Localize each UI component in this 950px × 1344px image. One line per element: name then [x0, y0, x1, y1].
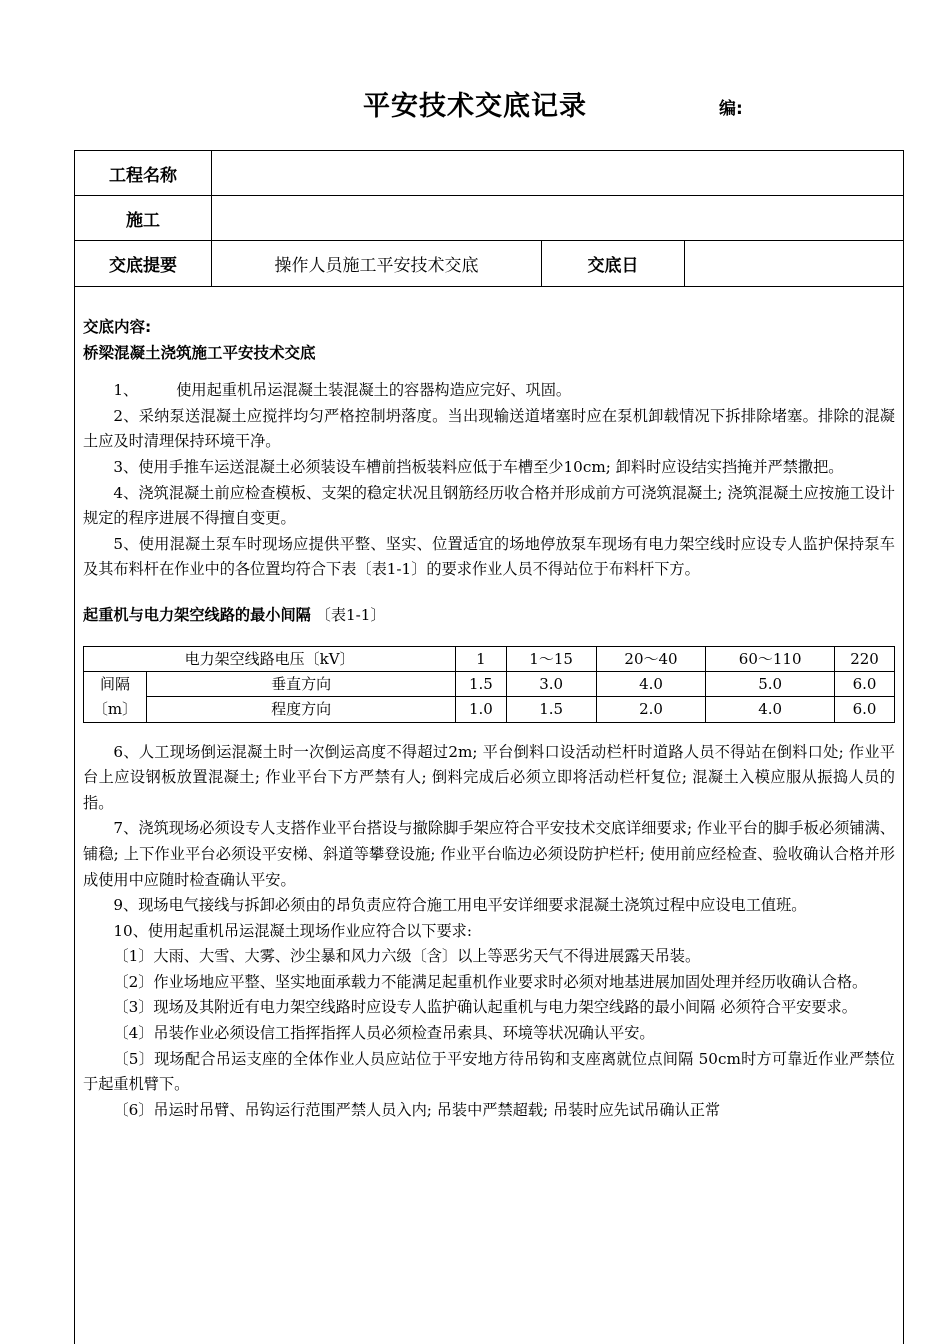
row-construction — [75, 196, 903, 241]
voltage-cell: 1 — [456, 646, 506, 671]
horizontal-cell: 6.0 — [835, 697, 895, 723]
vertical-label: 垂直方向 — [147, 671, 456, 697]
vertical-cell: 5.0 — [706, 671, 835, 697]
construction-value[interactable] — [212, 196, 903, 240]
min-distance-table — [83, 646, 895, 723]
vertical-cell: 3.0 — [506, 671, 596, 697]
table-caption-title: 起重机与电力架空线路的最小间隔 — [83, 605, 311, 624]
summary-value: 操作人员施工平安技术交底 — [212, 241, 542, 286]
gap-label-line-1: 间隔 — [99, 674, 130, 693]
horizontal-cell: 4.0 — [706, 697, 835, 723]
content-subtitle: 桥梁混凝土浇筑施工平安技术交底 — [83, 343, 316, 362]
item-4: 4、浇筑混凝土前应检查模板、支架的稳定状况且钢筋经历收合格并形成前方可浇筑混凝土; 浇筑混凝土应按施工设计规定的程序进展不得擅自变更。 — [83, 483, 895, 528]
item-7: 7、浇筑现场必须设专人支搭作业平台搭设与撤除脚手架应符合平安技术交底详细要求; 作业平台的脚手板必须铺满、铺稳; 上下作业平台必须设平安梯、斜道等攀登设施; 作业平台临边必须设防护栏杆; 使用前应经检查、验收确认合格并形成使用中应随时检查确认平安。 — [83, 819, 895, 889]
item-6: 6、人工现场倒运混凝土时一次倒运高度不得超过2m; 平台倒料口设活动栏杆时道路人员不得站在倒料口处; 作业平台上应设钢板放置混凝土; 作业平台下方严禁有人; 倒料完成后必须立即将活动栏杆复位; 混凝土入模应服从振捣人员的指。 — [83, 742, 895, 812]
voltage-cell: 20～40 — [596, 646, 706, 671]
document-title: 平安技术交底记录 — [363, 91, 587, 122]
table-caption-ref: 〔表1-1〕 — [315, 605, 386, 624]
summary-label: 交底提要 — [75, 241, 212, 286]
gap-label-line-2: 〔m〕 — [92, 699, 138, 718]
row-summary — [75, 241, 903, 287]
horizontal-cell: 1.5 — [506, 697, 596, 723]
horizontal-cell: 1.0 — [456, 697, 506, 723]
table-row — [84, 697, 895, 723]
voltage-cell: 60～110 — [706, 646, 835, 671]
disclosure-content — [83, 315, 895, 1123]
table-row — [84, 646, 895, 671]
date-value[interactable] — [685, 241, 903, 286]
item-10-sub-4: 〔4〕吊装作业必须设信工指挥指挥人员必须检查吊索具、环境等状况确认平安。 — [113, 1024, 655, 1043]
item-1: 1、 使用起重机吊运混凝土装混凝土的容器构造应完好、巩固。 — [113, 381, 572, 400]
item-10-sub-6: 〔6〕吊运时吊臂、吊钩运行范围严禁人员入内; 吊装中严禁超载; 吊装时应先试吊确认正常 — [113, 1100, 721, 1119]
item-10: 10、使用起重机吊运混凝土现场作业应符合以下要求: — [113, 921, 472, 940]
record-form — [74, 150, 904, 1344]
item-10-sub-2: 〔2〕作业场地应平整、坚实地面承载力不能满足起重机作业要求时必须对地基进展加固处理并经历收确认合格。 — [113, 972, 868, 991]
gap-label — [84, 671, 147, 722]
table-caption — [83, 603, 895, 629]
item-3: 3、使用手推车运送混凝土必须装设车槽前挡板装料应低于车槽至少10cm; 卸料时应设结实挡掩并严禁撒把。 — [113, 457, 844, 476]
item-10-sub-1: 〔1〕大雨、大雪、大雾、沙尘暴和风力六级〔含〕以上等恶劣天气不得进展露天吊装。 — [113, 947, 701, 966]
item-10-sub-3: 〔3〕现场及其附近有电力架空线路时应设专人监护确认起重机与电力架空线路的最小间隔 必须符合平安要求。 — [113, 998, 857, 1017]
table-row — [84, 671, 895, 697]
construction-label: 施工 — [75, 196, 212, 240]
voltage-cell: 220 — [835, 646, 895, 671]
item-10-sub-5: 〔5〕现场配合吊运支座的全体作业人员应站位于平安地方待吊钩和支座离就位点间隔 50cm时方可靠近作业严禁位于起重机臂下。 — [83, 1049, 895, 1094]
item-5: 5、使用混凝土泵车时现场应提供平整、坚实、位置适宜的场地停放泵车现场有电力架空线时应设专人监护保持泵车及其布料杆在作业中的各位置均符合下表〔表1-1〕的要求作业人员不得站位于布料杆下方。 — [83, 534, 895, 579]
horizontal-cell: 2.0 — [596, 697, 706, 723]
item-2: 2、采纳泵送混凝土应搅拌均匀严格控制坍落度。当出现输送道堵塞时应在泵机卸载情况下拆排除堵塞。排除的混凝土应及时清理保持环境干净。 — [83, 406, 895, 451]
date-label: 交底日 — [542, 241, 685, 286]
voltage-cell: 1～15 — [506, 646, 596, 671]
voltage-header: 电力架空线路电压〔kV〕 — [84, 646, 456, 671]
vertical-cell: 1.5 — [456, 671, 506, 697]
vertical-cell: 6.0 — [835, 671, 895, 697]
vertical-cell: 4.0 — [596, 671, 706, 697]
project-name-value[interactable] — [212, 151, 903, 195]
row-project-name — [75, 151, 903, 196]
number-label: 编: — [719, 99, 743, 119]
project-name-label: 工程名称 — [75, 151, 212, 195]
horizontal-label: 程度方向 — [147, 697, 456, 723]
content-label: 交底内容: — [83, 318, 152, 336]
item-9: 9、现场电气接线与拆卸必须由的昂负责应符合施工用电平安详细要求混凝土浇筑过程中应设电工值班。 — [113, 896, 807, 915]
